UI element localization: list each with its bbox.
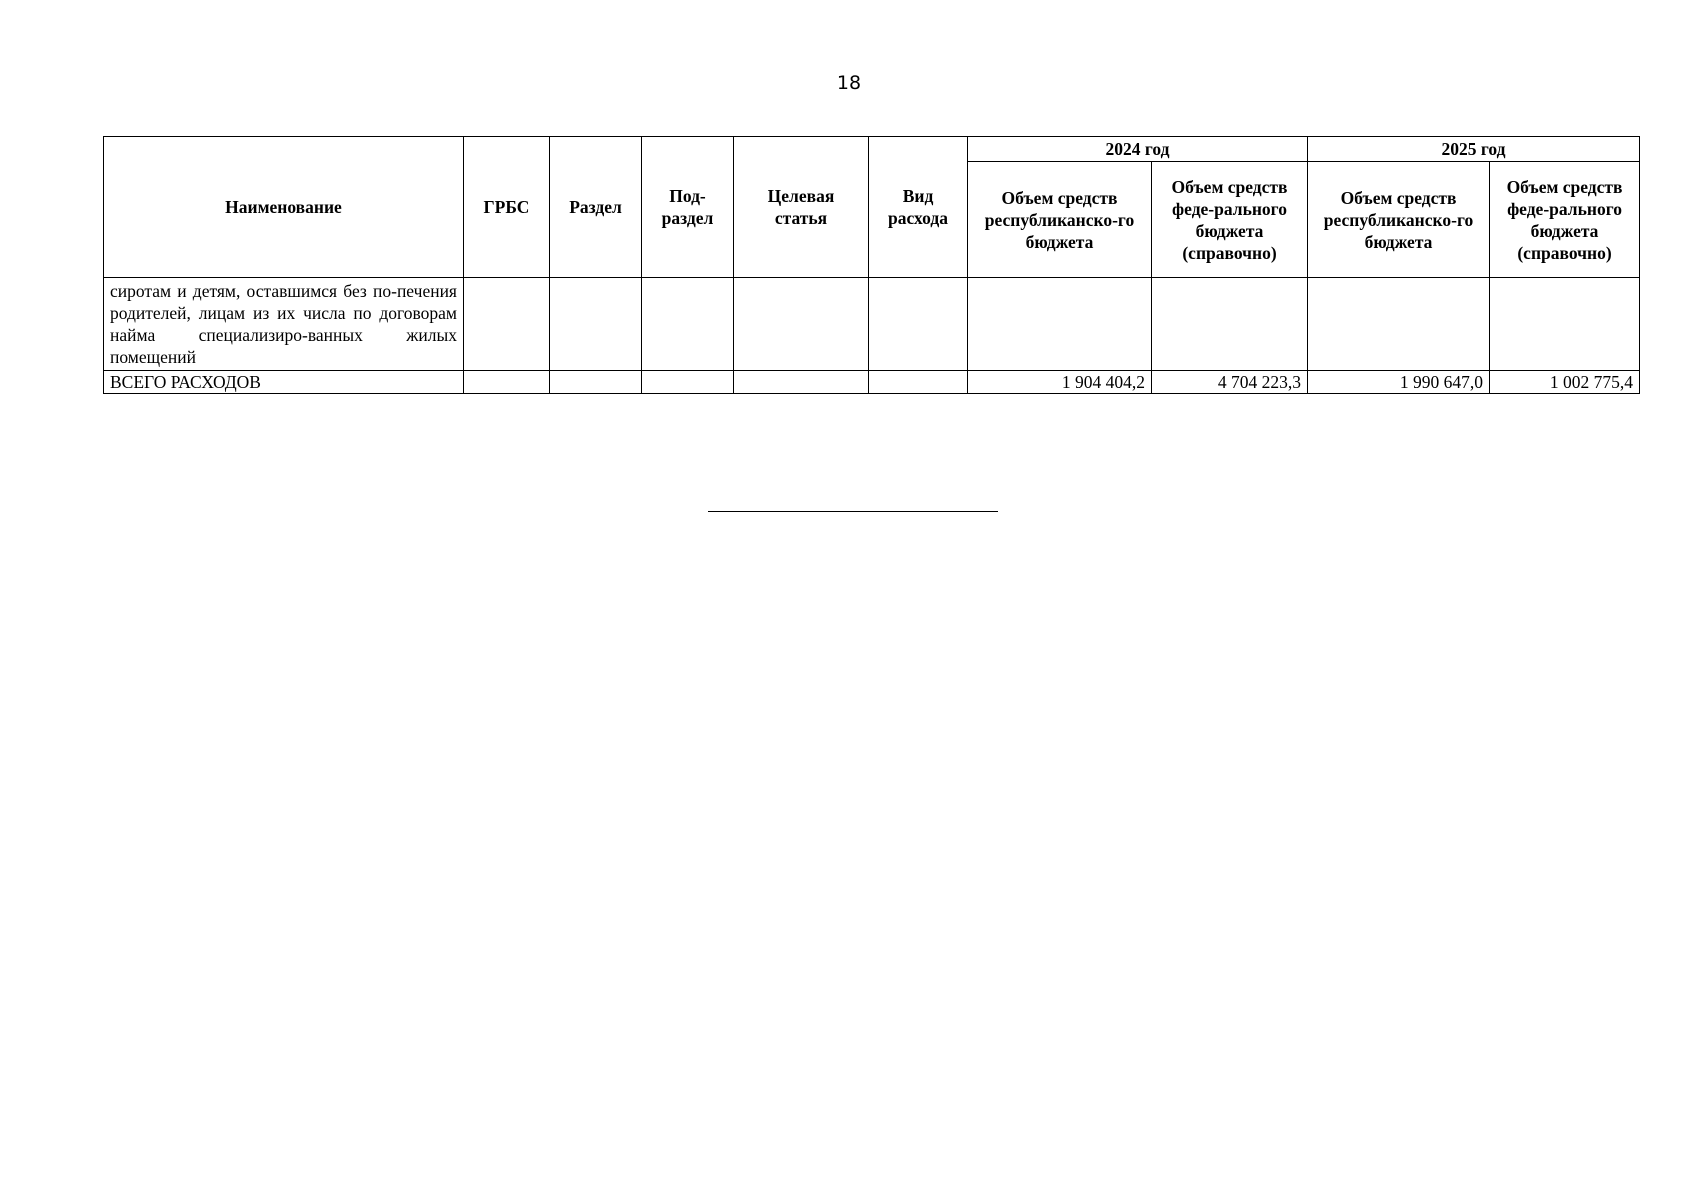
table-body: [104, 278, 1640, 394]
table-row-total: [104, 371, 1640, 394]
total-subsection: [642, 371, 734, 394]
total-federal-2025: 1 002 775,4: [1490, 371, 1640, 394]
total-label: ВСЕГО РАСХОДОВ: [104, 371, 464, 394]
row-federal-2024: [1152, 278, 1308, 371]
row-expense-type: [869, 278, 968, 371]
header-republican-budget-2025: Объем средств республиканско-го бюджета: [1308, 162, 1490, 278]
total-target-article: [734, 371, 869, 394]
header-target-article: Целевая статья: [734, 137, 869, 278]
table-row: [104, 278, 1640, 371]
total-federal-2024: 4 704 223,3: [1152, 371, 1308, 394]
header-year-2024: 2024 год: [968, 137, 1308, 162]
row-section: [550, 278, 642, 371]
total-grbs: [464, 371, 550, 394]
row-target-article: [734, 278, 869, 371]
total-republican-2024: 1 904 404,2: [968, 371, 1152, 394]
total-section: [550, 371, 642, 394]
header-federal-budget-2025: Объем средств феде-рального бюджета (справочно): [1490, 162, 1640, 278]
page-number: 18: [836, 72, 862, 94]
header-federal-budget-2024: Объем средств феде-рального бюджета (справочно): [1152, 162, 1308, 278]
header-republican-budget-2024: Объем средств республиканско-го бюджета: [968, 162, 1152, 278]
row-republican-2024: [968, 278, 1152, 371]
budget-table: [103, 136, 1640, 394]
row-name: сиротам и детям, оставшимся без по-печения родителей, лицам из их числа по договорам найма специализиро-ванных жилых помещений: [104, 278, 464, 371]
row-subsection: [642, 278, 734, 371]
closing-divider: [708, 511, 998, 512]
row-republican-2025: [1308, 278, 1490, 371]
row-grbs: [464, 278, 550, 371]
header-subsection: Под-раздел: [642, 137, 734, 278]
header-year-2025: 2025 год: [1308, 137, 1640, 162]
header-expense-type: Вид расхода: [869, 137, 968, 278]
header-grbs: ГРБС: [464, 137, 550, 278]
header-name: Наименование: [104, 137, 464, 278]
total-expense-type: [869, 371, 968, 394]
header-row-years: [104, 137, 1640, 162]
total-republican-2025: 1 990 647,0: [1308, 371, 1490, 394]
table-header: [104, 137, 1640, 278]
header-section: Раздел: [550, 137, 642, 278]
row-federal-2025: [1490, 278, 1640, 371]
